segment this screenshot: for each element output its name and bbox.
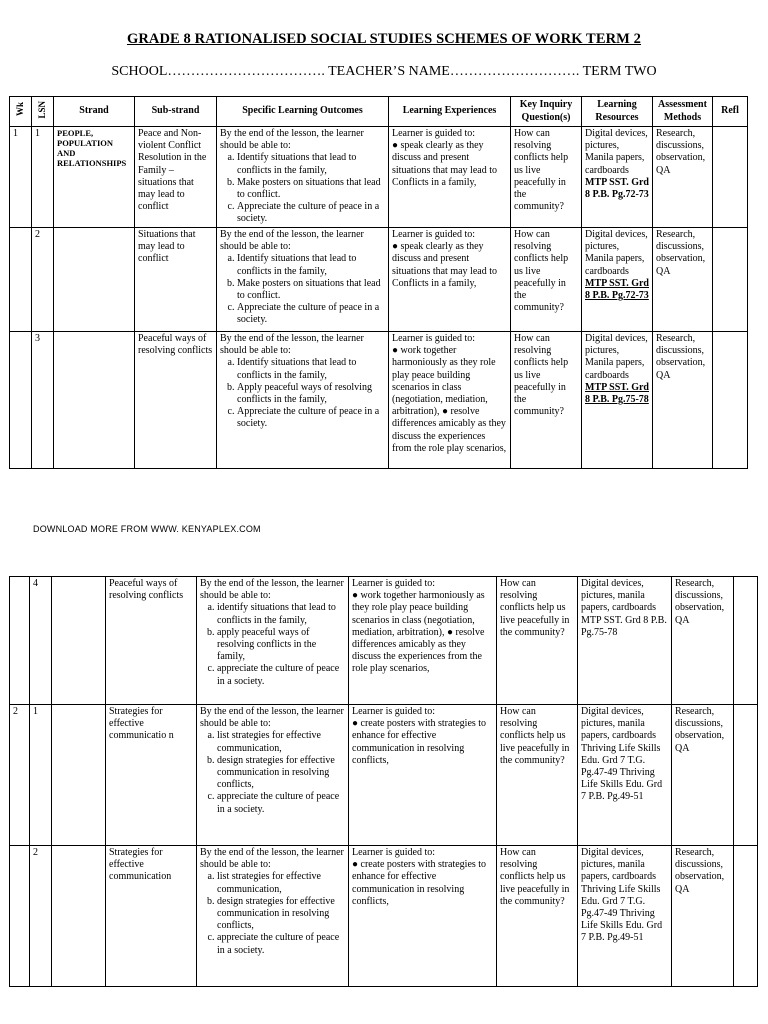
cell-kiq: How can resolving conflicts help us live peacefully in the community? [511, 332, 582, 469]
header-lsn: LSN [32, 97, 54, 127]
cell-substrand: Situations that may lead to conflict [135, 228, 217, 332]
cell-strand [52, 705, 106, 846]
slo-item: c. appreciate the culture of peace in a society. [217, 663, 345, 687]
cell-wk [10, 846, 30, 987]
table-row [10, 332, 748, 469]
cell-am: Research, discussions, observation, QA [672, 577, 734, 705]
slo-item: a. list strategies for effective communication, [217, 871, 345, 895]
cell-lr: Digital devices, pictures, manila papers, cardboards Thriving Life Skills Edu. Grd 7 T.G. Pg.47-49 Thriving Life Skills Edu. Grd 7 P.B. Pg.49-51 [578, 705, 672, 846]
le-body: ● create posters with strategies to enhance for effective communication in resolving conflicts, [352, 859, 487, 907]
cell-kiq: How can resolving conflicts help us live peacefully in the community? [497, 846, 578, 987]
cell-le [349, 846, 497, 987]
table-row [10, 705, 758, 846]
cell-substrand: Peace and Non- violent Conflict Resolution in the Family – situations that may lead to conflict [135, 127, 217, 228]
slo-list [220, 357, 385, 430]
header-strand: Strand [54, 97, 135, 127]
cell-lsn: 2 [32, 228, 54, 332]
slo-intro: By the end of the lesson, the learner should be able to: [200, 706, 344, 730]
cell-substrand: Strategies for effective communication [106, 846, 197, 987]
cell-lr [582, 127, 653, 228]
slo-item: a. Identify situations that lead to conflicts in the family, [237, 253, 385, 277]
le-body: ● speak clearly as they discuss and present situations that may lead to Conflicts in a family, [392, 241, 497, 289]
table-row [10, 228, 748, 332]
cell-am: Research, discussions, observation, QA [672, 846, 734, 987]
cell-am: Research, discussions, observation, QA [653, 332, 713, 469]
header-am: Assessment Methods [653, 97, 713, 127]
slo-item: a. list strategies for effective communication, [217, 730, 345, 754]
table-row [10, 846, 758, 987]
cell-refl [713, 127, 748, 228]
cell-slo [197, 577, 349, 705]
le-body: ● speak clearly as they discuss and present situations that may lead to Conflicts in a family, [392, 140, 497, 188]
header-kiq: Key Inquiry Question(s) [511, 97, 582, 127]
header-substrand: Sub-strand [135, 97, 217, 127]
cell-strand [52, 577, 106, 705]
cell-wk [10, 332, 32, 469]
slo-list [220, 152, 385, 225]
le-intro: Learner is guided to: [392, 333, 476, 344]
cell-strand: PEOPLE, POPULATION AND RELATIONSHIPS [54, 127, 135, 228]
slo-item: a. Identify situations that lead to conflicts in the family, [237, 152, 385, 176]
slo-item: b. Make posters on situations that lead to conflict. [237, 278, 385, 302]
le-body: ● create posters with strategies to enhance for effective communication in resolving conflicts, [352, 718, 487, 766]
cell-slo [217, 127, 389, 228]
slo-intro: By the end of the lesson, the learner should be able to: [200, 578, 344, 602]
cell-strand [54, 332, 135, 469]
cell-refl [734, 577, 758, 705]
cell-lsn: 4 [30, 577, 52, 705]
header-le: Learning Experiences [389, 97, 511, 127]
slo-item: b. design strategies for effective communication in resolving conflicts, [217, 896, 345, 933]
cell-wk: 1 [10, 127, 32, 228]
cell-le [389, 228, 511, 332]
cell-lr: Digital devices, pictures, manila papers, cardboards Thriving Life Skills Edu. Grd 7 T.G. Pg.47-49 Thriving Life Skills Edu. Grd 7 P.B. Pg.49-51 [578, 846, 672, 987]
scheme-table-page-2 [9, 576, 758, 987]
footer-download-link: DOWNLOAD MORE FROM WWW. KENYAPLEX.COM [33, 524, 261, 534]
slo-item: c. appreciate the culture of peace in a society. [217, 791, 345, 815]
slo-list [220, 253, 385, 326]
cell-strand [54, 228, 135, 332]
cell-slo [197, 705, 349, 846]
slo-item: b. design strategies for effective communication in resolving conflicts, [217, 755, 345, 792]
slo-item: c. appreciate the culture of peace in a society. [217, 932, 345, 956]
cell-le [389, 332, 511, 469]
slo-item: c. Appreciate the culture of peace in a society. [237, 406, 385, 430]
document-title: GRADE 8 RATIONALISED SOCIAL STUDIES SCHEMES OF WORK TERM 2 [126, 31, 642, 47]
cell-am: Research, discussions, observation, QA [672, 705, 734, 846]
cell-substrand: Peaceful ways of resolving conflicts [106, 577, 197, 705]
le-body: ● work together harmoniously as they role play peace building scenarios in class (negotiation, mediation, arbitration), ● resolve differences amicably as they discuss the experiences from the role play scenarios, [392, 345, 507, 454]
slo-intro: By the end of the lesson, the learner should be able to: [200, 847, 344, 871]
lr-ref: MTP SST. Grd 8 P.B. Pg.75-78 [585, 381, 649, 406]
cell-kiq: How can resolving conflicts help us live peacefully in the community? [497, 705, 578, 846]
slo-item: b. apply peaceful ways of resolving conflicts in the family, [217, 627, 345, 664]
cell-le [389, 127, 511, 228]
lr-plain: Digital devices, pictures, Manila papers, cardboards [585, 333, 648, 381]
slo-item: b. Apply peaceful ways of resolving conflicts in the family, [237, 382, 385, 406]
table-header-row [10, 97, 748, 127]
cell-wk [10, 577, 30, 705]
cell-am: Research, discussions, observation, QA [653, 228, 713, 332]
cell-wk [10, 228, 32, 332]
le-intro: Learner is guided to: [392, 128, 476, 139]
header-lr: Learning Resources [582, 97, 653, 127]
header-wk: Wk [10, 97, 32, 127]
slo-intro: By the end of the lesson, the learner should be able to: [220, 333, 364, 357]
slo-item: b. Make posters on situations that lead to conflict. [237, 177, 385, 201]
slo-intro: By the end of the lesson, the learner should be able to: [220, 128, 364, 152]
header-slo: Specific Learning Outcomes [217, 97, 389, 127]
cell-le [349, 705, 497, 846]
cell-lsn: 1 [30, 705, 52, 846]
header-refl: Refl [713, 97, 748, 127]
cell-slo [217, 332, 389, 469]
cell-lr [582, 332, 653, 469]
cell-wk: 2 [10, 705, 30, 846]
cell-lsn: 3 [32, 332, 54, 469]
lr-plain: Digital devices, pictures, Manila papers, cardboards [585, 128, 648, 176]
cell-substrand: Peaceful ways of resolving conflicts [135, 332, 217, 469]
cell-slo [217, 228, 389, 332]
cell-strand [52, 846, 106, 987]
cell-lr [582, 228, 653, 332]
slo-intro: By the end of the lesson, the learner should be able to: [220, 229, 364, 253]
le-intro: Learner is guided to: [392, 229, 476, 240]
slo-list [200, 602, 345, 687]
lr-plain: Digital devices, pictures, Manila papers, cardboards [585, 229, 648, 277]
lr-ref: MTP SST. Grd 8 P.B. Pg.72-73 [585, 176, 649, 201]
cell-am: Research, discussions, observation, QA [653, 127, 713, 228]
document-subtitle: SCHOOL……………………………. TEACHER’S NAME………………………. TERM TWO [111, 64, 657, 79]
cell-le [349, 577, 497, 705]
cell-refl [734, 705, 758, 846]
le-intro: Learner is guided to: [352, 706, 436, 717]
lr-ref: MTP SST. Grd 8 P.B. Pg.72-73 [585, 277, 649, 302]
cell-refl [734, 846, 758, 987]
cell-kiq: How can resolving conflicts help us live peacefully in the community? [511, 228, 582, 332]
slo-list [200, 730, 345, 815]
le-body: ● work together harmoniously as they role play peace building scenarios in class (negotiation, mediation, arbitration), ● resolve differences amicably as they discuss the experiences from the role play scenarios, [352, 590, 485, 675]
cell-slo [197, 846, 349, 987]
le-intro: Learner is guided to: [352, 847, 436, 858]
slo-item: c. Appreciate the culture of peace in a society. [237, 201, 385, 225]
slo-item: a. Identify situations that lead to conflicts in the family, [237, 357, 385, 381]
cell-lsn: 2 [30, 846, 52, 987]
table-row [10, 577, 758, 705]
cell-lsn: 1 [32, 127, 54, 228]
slo-item: c. Appreciate the culture of peace in a society. [237, 302, 385, 326]
cell-lr: Digital devices, pictures, manila papers, cardboards MTP SST. Grd 8 P.B. Pg.75-78 [578, 577, 672, 705]
le-intro: Learner is guided to: [352, 578, 436, 589]
cell-kiq: How can resolving conflicts help us live peacefully in the community? [511, 127, 582, 228]
cell-kiq: How can resolving conflicts help us live peacefully in the community? [497, 577, 578, 705]
slo-item: a. identify situations that lead to conflicts in the family, [217, 602, 345, 626]
scheme-table-page-1 [9, 96, 748, 469]
cell-refl [713, 332, 748, 469]
cell-refl [713, 228, 748, 332]
table-row [10, 127, 748, 228]
slo-list [200, 871, 345, 956]
cell-substrand: Strategies for effective communicatio n [106, 705, 197, 846]
